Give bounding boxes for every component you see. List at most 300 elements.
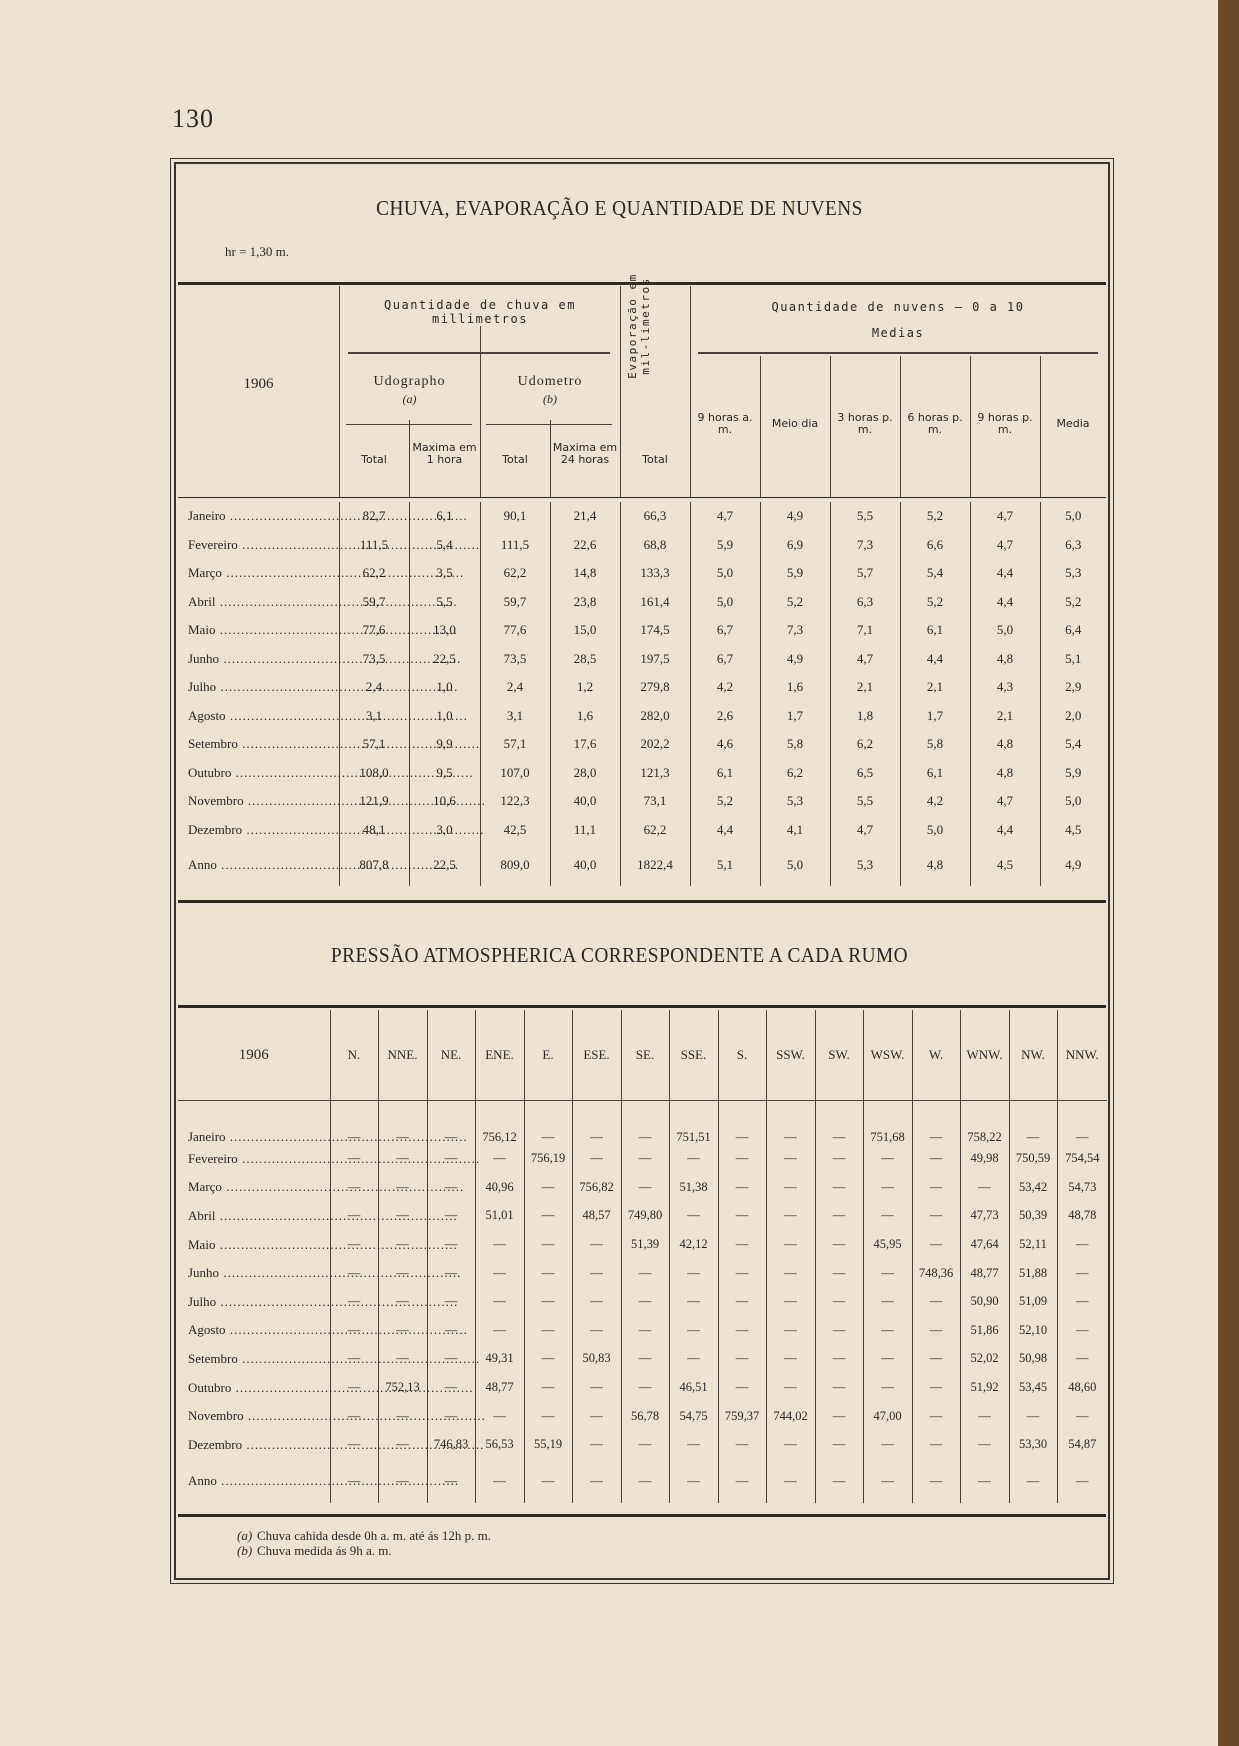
- table-cell: 6,7: [690, 645, 760, 674]
- table-cell: 4,2: [900, 787, 970, 816]
- table-cell: 5,8: [900, 730, 970, 759]
- table-cell: —: [475, 1259, 524, 1288]
- month-label: [178, 1373, 330, 1402]
- table-cell: 121,9: [339, 787, 409, 816]
- table-cell: 3,1: [339, 702, 409, 731]
- month-label: [178, 1459, 330, 1503]
- table-cell: 48,60: [1057, 1373, 1107, 1402]
- direction-header: E.: [524, 1010, 572, 1101]
- table-cell: 5,1: [1040, 645, 1106, 674]
- table-cell: —: [718, 1373, 766, 1402]
- table-cell: —: [427, 1259, 475, 1288]
- table-cell: —: [766, 1173, 815, 1202]
- table-row: [178, 1430, 1107, 1459]
- table-cell: 6,1: [900, 759, 970, 788]
- table-cell: —: [766, 1202, 815, 1231]
- table-row: [178, 673, 1106, 702]
- table-cell: —: [330, 1316, 378, 1345]
- table-cell: 174,5: [620, 616, 690, 645]
- month-name: Fevereiro .....: [188, 537, 480, 552]
- table-row: [178, 702, 1106, 731]
- direction-header: SSE.: [669, 1010, 718, 1101]
- table-cell: 23,8: [550, 588, 620, 617]
- month-name: Maio .....: [188, 1237, 458, 1252]
- table-cell: —: [475, 1402, 524, 1431]
- table-cell: 57,1: [339, 730, 409, 759]
- table-cell: 4,8: [900, 844, 970, 886]
- table-cell: 807,8: [339, 844, 409, 886]
- table-cell: —: [572, 1459, 621, 1503]
- rain-table: [178, 502, 1106, 886]
- table-cell: 751,68: [863, 1101, 912, 1145]
- table-cell: 14,8: [550, 559, 620, 588]
- table-cell: —: [621, 1430, 669, 1459]
- table-cell: 5,5: [409, 588, 480, 617]
- rain-table-header: [178, 273, 1106, 498]
- table-cell: —: [1057, 1101, 1107, 1145]
- table-cell: 5,4: [409, 531, 480, 560]
- table-cell: 6,4: [1040, 616, 1106, 645]
- footnote-text: Chuva medida ás 9h a. m.: [257, 1543, 392, 1558]
- direction-header: ESE.: [572, 1010, 621, 1101]
- cloud-col-3pm: 3 horas p. m.: [837, 411, 893, 436]
- table-row: [178, 531, 1106, 560]
- table-cell: 4,1: [760, 816, 830, 845]
- table-cell: —: [960, 1459, 1009, 1503]
- table-cell: 62,2: [339, 559, 409, 588]
- table-cell: 756,82: [572, 1173, 621, 1202]
- table-cell: 5,2: [1040, 588, 1106, 617]
- table-cell: 279,8: [620, 673, 690, 702]
- table-cell: 6,6: [900, 531, 970, 560]
- table-cell: 754,54: [1057, 1145, 1107, 1174]
- table-row: [178, 645, 1106, 674]
- table-cell: —: [1009, 1101, 1057, 1145]
- month-label: [178, 1316, 330, 1345]
- table-cell: —: [524, 1202, 572, 1231]
- table-cell: —: [475, 1230, 524, 1259]
- table-cell: —: [815, 1316, 863, 1345]
- table-cell: —: [669, 1316, 718, 1345]
- table-cell: 5,3: [1040, 559, 1106, 588]
- table-cell: —: [912, 1173, 960, 1202]
- table-cell: 51,86: [960, 1316, 1009, 1345]
- cloud-col-6pm: 6 horas p. m.: [907, 411, 963, 436]
- table-cell: 4,7: [830, 645, 900, 674]
- udographo-max-label: Maxima em 1 hora: [412, 441, 477, 466]
- udometro-total-label: Total: [502, 453, 528, 466]
- pressure-year-label: 1906: [178, 1010, 330, 1101]
- month-label: [178, 816, 339, 845]
- table-cell: —: [815, 1202, 863, 1231]
- table-cell: 3,0: [409, 816, 480, 845]
- table-row: [178, 1459, 1107, 1503]
- table-cell: 2,0: [1040, 702, 1106, 731]
- table-cell: 5,5: [830, 502, 900, 531]
- table-cell: 111,5: [339, 531, 409, 560]
- table-cell: —: [330, 1459, 378, 1503]
- table-cell: 107,0: [480, 759, 550, 788]
- table-cell: 5,0: [970, 616, 1040, 645]
- direction-header: NNE.: [378, 1010, 427, 1101]
- table-cell: 7,1: [830, 616, 900, 645]
- table-cell: 2,1: [970, 702, 1040, 731]
- table-cell: 6,5: [830, 759, 900, 788]
- table-cell: —: [378, 1101, 427, 1145]
- table-cell: 4,9: [760, 502, 830, 531]
- table-cell: 9,9: [409, 730, 480, 759]
- table-cell: —: [378, 1430, 427, 1459]
- table-cell: —: [718, 1287, 766, 1316]
- table-row: [178, 730, 1106, 759]
- table-cell: 49,31: [475, 1345, 524, 1374]
- direction-header: NW.: [1009, 1010, 1057, 1101]
- table-cell: 5,2: [900, 502, 970, 531]
- table-cell: 133,3: [620, 559, 690, 588]
- table-cell: 68,8: [620, 531, 690, 560]
- table-cell: 750,59: [1009, 1145, 1057, 1174]
- direction-header: N.: [330, 1010, 378, 1101]
- table-cell: 5,0: [690, 588, 760, 617]
- month-name: Maio .....: [188, 622, 458, 637]
- table-cell: 51,38: [669, 1173, 718, 1202]
- table-cell: —: [330, 1402, 378, 1431]
- table-cell: —: [815, 1145, 863, 1174]
- table-cell: —: [330, 1173, 378, 1202]
- table-cell: 4,4: [970, 559, 1040, 588]
- footnote: [237, 1543, 491, 1558]
- table-cell: —: [572, 1287, 621, 1316]
- table-cell: 4,4: [970, 816, 1040, 845]
- table-cell: 1822,4: [620, 844, 690, 886]
- table-cell: 5,0: [690, 559, 760, 588]
- table-cell: —: [912, 1430, 960, 1459]
- table-cell: —: [863, 1287, 912, 1316]
- table-cell: —: [330, 1287, 378, 1316]
- table-cell: 40,0: [550, 844, 620, 886]
- table-cell: 73,5: [480, 645, 550, 674]
- month-label: [178, 1145, 330, 1174]
- table-cell: —: [912, 1230, 960, 1259]
- table-cell: —: [524, 1287, 572, 1316]
- table-cell: 6,2: [760, 759, 830, 788]
- month-name: Dezembro .....: [188, 822, 484, 837]
- table-cell: 2,1: [900, 673, 970, 702]
- table-cell: —: [524, 1259, 572, 1288]
- table-row: [178, 1373, 1107, 1402]
- table-cell: —: [912, 1459, 960, 1503]
- table-cell: —: [815, 1459, 863, 1503]
- table-cell: —: [621, 1345, 669, 1374]
- table-cell: —: [766, 1145, 815, 1174]
- table-cell: 197,5: [620, 645, 690, 674]
- month-label: [178, 559, 339, 588]
- udometro-note: (b): [543, 392, 557, 406]
- table-cell: —: [378, 1459, 427, 1503]
- footnote-mark: (b): [237, 1543, 253, 1558]
- month-label: [178, 645, 339, 674]
- table-cell: 1,6: [550, 702, 620, 731]
- direction-header: WSW.: [863, 1010, 912, 1101]
- month-label: [178, 787, 339, 816]
- table-cell: 46,51: [669, 1373, 718, 1402]
- table-cell: 9,5: [409, 759, 480, 788]
- direction-header: S.: [718, 1010, 766, 1101]
- table-row: [178, 1145, 1107, 1174]
- table-cell: —: [718, 1173, 766, 1202]
- footnote-mark: (a): [237, 1528, 253, 1543]
- table-cell: 6,3: [830, 588, 900, 617]
- table-cell: 5,9: [760, 559, 830, 588]
- table-cell: 21,4: [550, 502, 620, 531]
- table-cell: 17,6: [550, 730, 620, 759]
- table-cell: 2,4: [339, 673, 409, 702]
- table-cell: 5,2: [900, 588, 970, 617]
- month-name: Julho .....: [188, 679, 458, 694]
- table-cell: 5,0: [1040, 787, 1106, 816]
- table-cell: 11,1: [550, 816, 620, 845]
- table-cell: —: [378, 1202, 427, 1231]
- table-cell: 6,1: [690, 759, 760, 788]
- direction-header: SW.: [815, 1010, 863, 1101]
- table-cell: 756,12: [475, 1101, 524, 1145]
- table-cell: —: [815, 1373, 863, 1402]
- cloud-col-noon: Meio dia: [771, 417, 819, 430]
- table-cell: —: [378, 1145, 427, 1174]
- table-cell: 1,6: [760, 673, 830, 702]
- table-cell: —: [330, 1145, 378, 1174]
- table-cell: 4,7: [970, 787, 1040, 816]
- cloud-col-media: Media: [1056, 417, 1090, 430]
- table-row: [178, 559, 1106, 588]
- table-cell: —: [378, 1402, 427, 1431]
- table-cell: —: [669, 1430, 718, 1459]
- month-label: [178, 1287, 330, 1316]
- table-cell: 5,5: [830, 787, 900, 816]
- table-cell: 5,0: [1040, 502, 1106, 531]
- table-cell: —: [621, 1287, 669, 1316]
- table-cell: —: [718, 1430, 766, 1459]
- table-cell: —: [863, 1145, 912, 1174]
- table-cell: 122,3: [480, 787, 550, 816]
- udometro-max-label: Maxima em 24 horas: [552, 441, 618, 466]
- table-cell: —: [621, 1373, 669, 1402]
- table-cell: —: [1009, 1402, 1057, 1431]
- table-cell: —: [766, 1459, 815, 1503]
- month-name: Outubro .....: [188, 765, 474, 780]
- table-cell: —: [330, 1230, 378, 1259]
- table-cell: —: [378, 1173, 427, 1202]
- cloud-col-9pm: 9 horas p. m.: [977, 411, 1033, 436]
- month-name: Junho .....: [188, 1265, 461, 1280]
- table-cell: 5,7: [830, 559, 900, 588]
- table-cell: 6,9: [760, 531, 830, 560]
- table-cell: —: [524, 1316, 572, 1345]
- table-cell: —: [669, 1345, 718, 1374]
- table-cell: —: [475, 1459, 524, 1503]
- table-row: [178, 816, 1106, 845]
- table-cell: 48,78: [1057, 1202, 1107, 1231]
- table-cell: —: [378, 1259, 427, 1288]
- table-cell: 77,6: [480, 616, 550, 645]
- table-cell: 2,1: [830, 673, 900, 702]
- table-cell: 5,3: [830, 844, 900, 886]
- table-cell: 161,4: [620, 588, 690, 617]
- table-cell: 77,6: [339, 616, 409, 645]
- table-cell: 10,6: [409, 787, 480, 816]
- month-name: Outubro .....: [188, 1380, 474, 1395]
- table-cell: 4,5: [970, 844, 1040, 886]
- table-cell: —: [378, 1316, 427, 1345]
- table-cell: —: [718, 1316, 766, 1345]
- table-cell: 6,7: [690, 616, 760, 645]
- table-cell: 22,5: [409, 645, 480, 674]
- table-cell: 51,09: [1009, 1287, 1057, 1316]
- table-cell: 5,0: [760, 844, 830, 886]
- table-cell: 1,0: [409, 673, 480, 702]
- table-cell: —: [669, 1145, 718, 1174]
- table-cell: —: [621, 1173, 669, 1202]
- page-number: 130: [172, 104, 214, 133]
- table-cell: 48,57: [572, 1202, 621, 1231]
- table-cell: 4,6: [690, 730, 760, 759]
- table-cell: 22,6: [550, 531, 620, 560]
- table-cell: 4,9: [760, 645, 830, 674]
- table-cell: —: [960, 1173, 1009, 1202]
- table-cell: 6,3: [1040, 531, 1106, 560]
- table-cell: 5,9: [1040, 759, 1106, 788]
- table-cell: 809,0: [480, 844, 550, 886]
- table-cell: 2,6: [690, 702, 760, 731]
- month-label: [178, 502, 339, 531]
- table-cell: —: [766, 1287, 815, 1316]
- table-cell: —: [427, 1202, 475, 1231]
- table-cell: 744,02: [766, 1402, 815, 1431]
- table-cell: 4,7: [830, 816, 900, 845]
- table-cell: —: [1057, 1287, 1107, 1316]
- table-cell: 73,1: [620, 787, 690, 816]
- table-cell: 22,5: [409, 844, 480, 886]
- table-cell: —: [863, 1373, 912, 1402]
- table-cell: —: [330, 1101, 378, 1145]
- month-label: [178, 844, 339, 886]
- table-cell: —: [815, 1287, 863, 1316]
- month-name: Janeiro .....: [188, 1129, 468, 1144]
- month-name: Agosto .....: [188, 1322, 468, 1337]
- table-row: [178, 1101, 1107, 1145]
- table-cell: —: [427, 1316, 475, 1345]
- table-cell: 45,95: [863, 1230, 912, 1259]
- table-cell: —: [475, 1145, 524, 1174]
- table-cell: —: [572, 1145, 621, 1174]
- table-cell: —: [621, 1101, 669, 1145]
- table-cell: 52,10: [1009, 1316, 1057, 1345]
- footnote: [237, 1528, 491, 1543]
- udographo-total-label: Total: [361, 453, 387, 466]
- pressure-table: [178, 1010, 1107, 1503]
- rain-group-header: Quantidade de chuva em millimetros: [384, 298, 576, 326]
- table-cell: —: [815, 1345, 863, 1374]
- table-cell: —: [815, 1402, 863, 1431]
- table-cell: —: [669, 1287, 718, 1316]
- table-row: [178, 1173, 1107, 1202]
- table-cell: 47,00: [863, 1402, 912, 1431]
- page-edge: [1218, 0, 1239, 1746]
- table-cell: —: [863, 1173, 912, 1202]
- table-cell: 53,45: [1009, 1373, 1057, 1402]
- table-cell: 1,0: [409, 702, 480, 731]
- month-name: Março .....: [188, 1179, 464, 1194]
- table-cell: —: [912, 1316, 960, 1345]
- month-label: [178, 1173, 330, 1202]
- table-cell: —: [1057, 1459, 1107, 1503]
- table-cell: 1,2: [550, 673, 620, 702]
- table-cell: —: [718, 1259, 766, 1288]
- table-cell: 50,90: [960, 1287, 1009, 1316]
- table-cell: —: [524, 1230, 572, 1259]
- cloud-col-9am: 9 horas a. m.: [697, 411, 753, 436]
- month-label: [178, 531, 339, 560]
- table-cell: 51,01: [475, 1202, 524, 1231]
- rule: [178, 1514, 1106, 1517]
- table-row: [178, 1287, 1107, 1316]
- footnotes: [237, 1528, 491, 1558]
- table-cell: —: [863, 1430, 912, 1459]
- table-cell: —: [524, 1173, 572, 1202]
- table-cell: —: [378, 1230, 427, 1259]
- table-cell: 59,7: [339, 588, 409, 617]
- table-cell: 90,1: [480, 502, 550, 531]
- direction-header: SSW.: [766, 1010, 815, 1101]
- pressure-section-title: PRESSÃO ATMOSPHERICA CORRESPONDENTE A CADA RUMO: [330, 943, 909, 967]
- table-cell: —: [863, 1259, 912, 1288]
- month-name: Novembro .....: [188, 1408, 486, 1423]
- table-cell: —: [1057, 1345, 1107, 1374]
- table-cell: 5,8: [760, 730, 830, 759]
- table-cell: —: [960, 1430, 1009, 1459]
- table-cell: 6,1: [900, 616, 970, 645]
- month-name: Anno .....: [188, 857, 459, 872]
- table-row: [178, 759, 1106, 788]
- direction-header: W.: [912, 1010, 960, 1101]
- table-cell: —: [718, 1230, 766, 1259]
- table-cell: —: [912, 1101, 960, 1145]
- table-cell: —: [524, 1402, 572, 1431]
- table-cell: 54,75: [669, 1402, 718, 1431]
- table-cell: 1,8: [830, 702, 900, 731]
- udographo-label: Udographo: [373, 374, 446, 389]
- table-cell: 5,9: [690, 531, 760, 560]
- table-cell: 4,4: [970, 588, 1040, 617]
- table-cell: —: [815, 1259, 863, 1288]
- month-label: [178, 673, 339, 702]
- table-cell: —: [427, 1459, 475, 1503]
- table-cell: —: [621, 1316, 669, 1345]
- month-name: Novembro .....: [188, 793, 486, 808]
- clouds-subheader: Medias: [871, 326, 925, 340]
- table-cell: —: [1057, 1259, 1107, 1288]
- table-cell: 2,4: [480, 673, 550, 702]
- table-cell: 40,96: [475, 1173, 524, 1202]
- table-cell: —: [378, 1287, 427, 1316]
- table-cell: 56,53: [475, 1430, 524, 1459]
- table-cell: —: [427, 1101, 475, 1145]
- month-label: [178, 616, 339, 645]
- table-cell: 42,5: [480, 816, 550, 845]
- table-cell: 2,9: [1040, 673, 1106, 702]
- month-name: Agosto .....: [188, 708, 468, 723]
- table-row: [178, 1259, 1107, 1288]
